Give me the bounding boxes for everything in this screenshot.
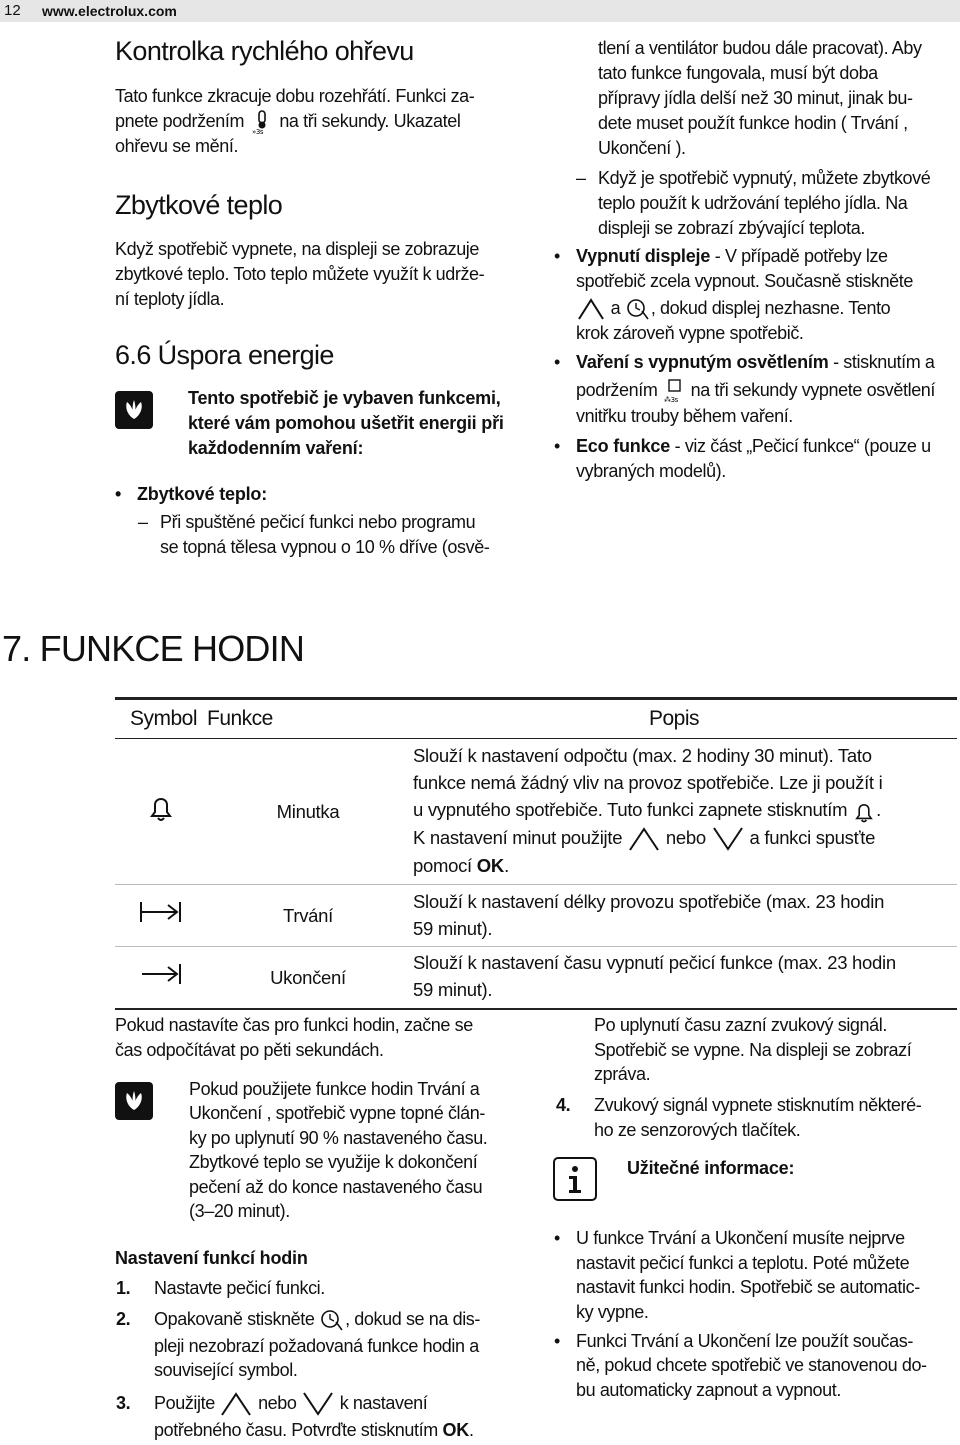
desc-line: K nastavení minut použijte nebo a funkci spusťte <box>413 824 957 852</box>
clock-intro-line: čas odpočítávat po pěti sekundách. <box>115 1040 384 1060</box>
clock-hand-icon <box>319 1308 345 1332</box>
desc-line: Slouží k nastavení času vypnutí pečicí funkce (max. 23 hodin <box>413 952 896 974</box>
dash-item-2-cont: displeji se zobrazí zbývající teplota. <box>598 218 865 238</box>
desc-line: u vypnutého spotřebiče. Tuto funkci zapnete stisknutím . <box>413 796 957 823</box>
end-time-icon <box>138 959 184 989</box>
thermometer-3s-icon <box>249 109 275 135</box>
step-4: 4. Zvukový signál vypnete stisknutím některé- <box>556 1095 922 1115</box>
svg-text:⁂3s: ⁂3s <box>664 396 678 405</box>
header-symbol: Symbol <box>115 699 207 739</box>
function-label: Ukončení <box>207 947 409 1009</box>
bell-icon <box>852 800 876 824</box>
header-url[interactable]: www.electrolux.com <box>42 3 177 19</box>
table-row <box>115 739 957 885</box>
desc-line: Slouží k nastavení délky provozu spotřebiče (max. 23 hodin <box>413 890 885 912</box>
header-description: Popis <box>409 699 957 739</box>
useful-info-title: Užitečné informace: <box>627 1158 795 1178</box>
step-2-line: pleji nezobrazí požadovaná funkce hodin a <box>154 1336 479 1356</box>
table-header-row <box>115 699 957 739</box>
clock-intro-line: Pokud nastavíte čas pro funkci hodin, začne se <box>115 1015 473 1035</box>
bullet-residual-heat: • Zbytkové teplo: <box>137 482 267 507</box>
up-arrow-icon <box>219 1391 253 1417</box>
header-function: Funkce <box>207 699 409 739</box>
eco-leaf-icon <box>115 391 153 429</box>
rapid-heating-text-1: Tato funkce zkracuje dobu rozehřátí. Funkci za- <box>115 86 475 106</box>
info-bullet-2-line: ně, pokud chcete spotřebič ve stanovenou do- <box>576 1355 927 1375</box>
residual-heat-line: ní teploty jídla. <box>115 289 225 309</box>
dash-item-1-cont: se topná tělesa vypnou o 10 % dříve (osvě- <box>160 537 490 557</box>
table-row <box>115 947 957 1009</box>
duration-icon <box>138 897 184 927</box>
eco-note-line: (3–20 minut). <box>189 1201 290 1221</box>
eco-note-line: Pokud použijete funkce hodin Trvání a <box>189 1079 480 1099</box>
up-arrow-icon <box>627 826 661 852</box>
info-bullet-1-line: ky vypne. <box>576 1302 649 1322</box>
section-clock-functions-title: 7. FUNKCE HODIN <box>2 628 305 669</box>
eco-function-line: vybraných modelů). <box>576 461 726 481</box>
eco-note-line: ky po uplynutí 90 % nastaveného času. <box>189 1128 488 1148</box>
rapid-heating-text-2: pnete podržením »3s na tři sekundy. Ukazatel <box>115 111 461 136</box>
info-bullet-2: • Funkci Trvání a Ukončení lze použít součas- <box>576 1329 913 1354</box>
residual-heat-line: Když spotřebič vypnete, na displeji se zobrazuje <box>115 239 480 259</box>
lamp-3s-icon <box>662 378 686 404</box>
rapid-heating-title: Kontrolka rychlého ohřevu <box>115 36 414 66</box>
br-cont-line: Spotřebič se vypne. Na displeji se zobrazí <box>594 1040 912 1060</box>
rapid-heating-text-3: ohřevu se mění. <box>115 136 239 156</box>
desc-line: funkce nemá žádný vliv na provoz spotřebiče. Lze ji použít i <box>413 772 883 794</box>
clock-hand-icon <box>625 297 651 321</box>
table-row <box>115 885 957 947</box>
display-off-line: krok zároveň vypne spotřebič. <box>576 323 804 343</box>
br-cont-line: Po uplynutí času zazní zvukový signál. <box>594 1015 887 1035</box>
desc-line: 59 minut). <box>413 917 493 939</box>
right-cont-line: tato funkce fungovala, musí být doba <box>598 63 878 83</box>
step-3: 3. Použijte nebo k nastavení <box>154 1391 534 1417</box>
eco-intro-line: každodenním vaření: <box>188 438 364 458</box>
step-1: 1. Nastavte pečicí funkci. <box>116 1278 325 1298</box>
eco-intro-line: Tento spotřebič je vybaven funkcemi, <box>188 388 501 408</box>
eco-intro-line: které vám pomohou ušetřit energii při <box>188 413 504 433</box>
light-off-line: vnitřku trouby během vaření. <box>576 406 793 426</box>
page-number: 12 <box>4 2 21 19</box>
info-icon <box>553 1157 597 1201</box>
right-cont-line: tlení a ventilátor budou dále pracovat). Aby <box>598 38 922 58</box>
desc-line: 59 minut). <box>413 979 493 1001</box>
section-energy-saving-title: 6.6 Úspora energie <box>115 340 334 370</box>
down-arrow-icon <box>711 826 745 852</box>
eco-note-line: Ukončení , spotřebič vypne topné člán- <box>189 1103 485 1123</box>
info-bullet-1: • U funkce Trvání a Ukončení musíte nejprve <box>576 1226 905 1251</box>
step-4-line: ho ze senzorových tlačítek. <box>594 1120 801 1140</box>
desc-line: pomocí OK. <box>413 854 509 876</box>
right-cont-line: dete muset použít funkce hodin ( Trvání , <box>598 113 908 133</box>
up-arrow-icon <box>576 297 606 321</box>
residual-heat-line: zbytkové teplo. Toto teplo můžete využít k udrže- <box>115 264 485 284</box>
desc-line: Slouží k nastavení odpočtu (max. 2 hodiny 30 minut). Tato <box>413 745 872 767</box>
svg-text:»3s: »3s <box>251 128 263 136</box>
clock-functions-table <box>115 697 957 1010</box>
display-off-line: a , dokud displej nezhasne. Tento <box>576 296 890 321</box>
down-arrow-icon <box>301 1391 335 1417</box>
function-label: Minutka <box>207 739 409 885</box>
br-cont-line: zpráva. <box>594 1064 651 1084</box>
bullet-eco-function: • Eco funkce - viz část „Pečicí funkce“ (pouze u <box>576 434 931 459</box>
function-label: Trvání <box>207 885 409 947</box>
display-off-line: spotřebič zcela vypnout. Současně stiskněte <box>576 271 913 291</box>
info-bullet-1-line: nastavit pečicí funkci a teplotu. Poté můžete <box>576 1253 910 1273</box>
eco-note-line: pečení až do konce nastaveného času <box>189 1177 483 1197</box>
eco-note-line: Zbytkové teplo se využije k dokončení <box>189 1152 478 1172</box>
residual-heat-title: Zbytkové teplo <box>115 190 283 220</box>
right-cont-line: přípravy jídla delší než 30 minut, jinak bu- <box>598 88 913 108</box>
bullet-display-off: • Vypnutí displeje - V případě potřeby lze <box>576 244 888 269</box>
bell-icon <box>146 793 176 823</box>
eco-leaf-icon <box>115 1082 153 1120</box>
dash-item-1: – Při spuštěné pečicí funkci nebo programu <box>160 510 475 535</box>
step-3-line: potřebného času. Potvrďte stisknutím OK. <box>154 1420 474 1440</box>
bullet-light-off: • Vaření s vypnutým osvětlením - stisknutím a <box>576 350 935 375</box>
step-2-line: související symbol. <box>154 1360 298 1380</box>
info-bullet-1-line: nastavit funkci hodin. Spotřebič se automatic- <box>576 1277 920 1297</box>
dash-item-2: – Když je spotřebič vypnutý, můžete zbytkové <box>598 166 930 191</box>
info-bullet-2-line: bu automaticky zapnout a vypnout. <box>576 1380 841 1400</box>
step-2: 2. Opakovaně stiskněte , dokud se na dis- <box>154 1307 534 1332</box>
clock-settings-title: Nastavení funkcí hodin <box>115 1248 308 1268</box>
right-cont-line: Ukončení ). <box>598 138 686 158</box>
dash-item-2-cont: teplo použít k udržování teplého jídla. Na <box>598 193 908 213</box>
light-off-line: podržením ⁂3s na tři sekundy vypnete osvětlení <box>576 380 936 405</box>
